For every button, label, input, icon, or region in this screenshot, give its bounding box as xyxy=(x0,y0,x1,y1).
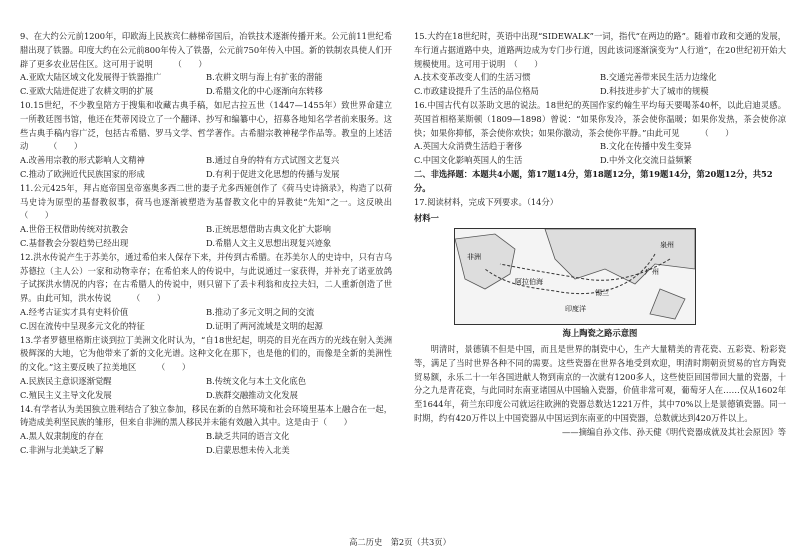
question-17-prompt: 17.阅读材料，完成下列要求。（14分） xyxy=(414,196,559,207)
answer-option: C.亚欧大陆进促进了农耕文明的扩展 xyxy=(20,86,154,97)
map-label: 非洲 xyxy=(467,253,481,262)
map-label: 泉州 xyxy=(660,241,674,250)
right-questions xyxy=(414,30,786,168)
answer-option: B.传统文化与本土文化底色 xyxy=(206,375,307,386)
question-stem: 11.公元425年，拜占庭帝国皇帝塞奥多西二世的妻子尤多西娅创作了《荷马史诗摘录》，构造了以荷马史诗为原型的基督教叙事，荷马也逐渐被塑造为基督教文化中的异教徒“先知”之一。这反映出 （ ） xyxy=(20,182,417,221)
answer-option: B.农耕文明与海上有扩张的潜能 xyxy=(206,72,323,83)
answer-option: B.推动了多元文明之间的交流 xyxy=(206,306,315,317)
answer-option: A.技术变革改变人们的生活习惯 xyxy=(414,72,531,83)
map-drawing xyxy=(455,229,695,324)
section-two-heading: 二、非选择题：本题共4小题，第17题14分，第18题12分，第19题14分，第20题12分，共52分。 xyxy=(414,168,773,193)
answer-option: D.族群交融推动文化发展 xyxy=(206,389,298,400)
material-one-text: 明清时，景德镇不但是中国，而且是世界的制瓷中心，生产大量精美的青花瓷、五彩瓷、粉彩瓷等，满足了当时世界各种不同的需要。这些瓷器在世界各地受到欢迎，明清时期朝贡贸易的官方陶瓷贸易额，永乐二十一年各国进献人物到南京的一次就有1200多人，这些使臣回国带回大量的瓷器，十分之九是青花瓷，与此同时东南亚诸国从中国输入瓷器，价值非常可观，葡萄牙人在……仅从1602年至1644年，荷兰东印度公司就运往欧洲的瓷器总数达1221万件，其中70%以上是景德镇瓷器。同一时期，约有420万件以上中国瓷器从中国运到东南亚的中国瓷器，总数就达到420万件以上。 xyxy=(414,343,786,423)
answer-option: D.证明了两河流域是文明的起源 xyxy=(206,320,323,331)
answer-option: A.经考古证实才具有史料价值 xyxy=(20,306,129,317)
question-options xyxy=(414,140,786,168)
answer-option: D.希腊人文主义思想出现复兴迹象 xyxy=(206,237,332,248)
question-options xyxy=(20,71,392,99)
answer-option: C.中国文化影响英国人的生活 xyxy=(414,155,523,166)
map-label: 锡兰 xyxy=(595,289,609,298)
question-options xyxy=(20,154,392,182)
question-stem: 13.学者罗德里格斯庄谈到拉丁美洲文化时认为，“自18世纪起，明亮的目光在西方的光线在射入美洲极辉深的大地，它为他带来了新的文化光谱。这种文化在那下，也是他的们的，而像是全新的美洲性的文化。”这主要反映了拉美地区 （ ） xyxy=(20,334,392,373)
answer-option: C.市政建设提升了生活的品位格局 xyxy=(414,86,539,97)
answer-option: B.文化在传播中发生变异 xyxy=(600,141,692,152)
answer-option: D.有利于促进文化思想的传播与发展 xyxy=(206,168,340,179)
answer-option: C.推动了欧洲近代民族国家的形成 xyxy=(20,168,145,179)
page-footer: 高二历史 第2页（共3页） xyxy=(349,537,451,547)
material-one-label: 材料一 xyxy=(414,213,439,224)
question-options xyxy=(20,375,392,403)
answer-option: D.中外文化交流日益频繁 xyxy=(600,155,692,166)
question-stem: 10.15世纪，不少教皇陪方于搜集和收藏古典手稿，如尼古拉五世（1447—1455年）致世界命建立一所教廷图书馆，他还在梵蒂冈设立了一个翻译、抄写和编纂中心，招募各地知名学者前来服务。这些古典手稿内容广泛，包括古希腊、罗马文学、哲学著作。古希腊宗教神秘学作品等。教皇的上述活动 （ ） xyxy=(20,99,392,152)
question-options xyxy=(20,306,392,334)
question-stem: 12.洪水传说产生于苏美尔，通过希伯来人保存下来，并传到古希腊。在苏美尔人的史诗中，只有吉乌苏德拉（主人公）一家和动物幸存；在希伯来人的传说中，与此说通过一家获得，并补充了诺亚放鸽子试探洪水情况的内容；在古希腊人的传说中，则只留下了丢卡利翁和皮拉夫妇，二人重新创造了世界。由此可知，洪水传说 （ ） xyxy=(20,251,392,304)
map-label: 印度洋 xyxy=(565,305,586,314)
question-stem: 14.有学者认为美国独立胜利结合了独立参加，移民在新的自然环境和社会环境里基本上融合在一起，铸造成美利坚民族的雏形，但来自非洲的黑人移民并未能有效融入其中。这是由于（ ） xyxy=(20,403,392,428)
answer-option: B.正统思想借助古典文化扩大影响 xyxy=(206,224,331,235)
answer-option: A.英国大众消费生活趋于奢侈 xyxy=(414,141,523,152)
africa-landmass xyxy=(455,234,515,289)
answer-option: B.通过自身的特有方式试图文艺复兴 xyxy=(206,155,340,166)
question-stem: 15.大约在18世纪时，英语中出现“SIDEWALK”一词，指代“在两边的路”。随着市政和交通的发展，车行道占据道路中央，道路两边成为专门步行道，因此该词逐渐演变为“人行道”，在20世纪初开始大规模使用。这可用于说明 （ ） xyxy=(414,31,786,69)
material-source: ——摘编自孙文伟、孙天健《明代瓷器成就及其社会原因》等 xyxy=(561,426,786,437)
map-caption: 海上陶瓷之路示意图 xyxy=(562,328,638,339)
question-stem: 16.中国古代有以茶助文思的说法。18世纪的英国作家约翰生平均每天要喝茶40杯，以此启迪灵感。英国首相格莱斯顿（1809—1898）曾说：“如果你发冷，茶会使你温暖；如果你发热，茶会使你凉快；如果你抑郁，茶会使你欢快；如果你激动，茶会使你平静。”由此可见 （ ） xyxy=(414,99,786,138)
question-options xyxy=(20,223,392,251)
answer-option: B.交通完善带来民生活力边缘化 xyxy=(600,72,717,83)
answer-option: A.亚欧大陆区域文化发展得于铁器推广 xyxy=(20,72,162,83)
question-options xyxy=(414,71,786,99)
answer-option: C.基督教会分裂趋势已经出现 xyxy=(20,237,129,248)
answer-option: A.黑人奴隶制度的存在 xyxy=(20,431,104,442)
answer-option: A.世俗王权借助传统对抗教会 xyxy=(20,224,129,235)
answer-option: D.科技进步扩大了城市的规模 xyxy=(600,86,709,97)
maritime-route-map xyxy=(454,228,696,325)
answer-option: A.民族民主意识逐渐觉醒 xyxy=(20,375,112,386)
answer-option: C.殖民主义主导文化发展 xyxy=(20,389,112,400)
answer-option: D.希腊文化的中心逐渐向东转移 xyxy=(206,86,323,97)
left-column xyxy=(20,30,417,458)
answer-option: A.改善用宗教的形式影响人文精神 xyxy=(20,155,145,166)
right-column xyxy=(414,30,786,440)
answer-option: B.缺乏共同的语言文化 xyxy=(206,431,290,442)
map-label: 阿拉伯海 xyxy=(515,278,543,287)
question-options xyxy=(20,430,392,458)
question-stem: 9、在大约公元前1200年，印欧海上民族宾仁赫梯帝国后，冶铁技术逐渐传播开来。公元前11世纪希腊出现了铁器。印度大约在公元前800年传入了铁器，公元前750年传入中国。新的铁制农具使人们开辟了更多农业居住区。这可用于说明 （ ） xyxy=(20,31,392,69)
southeast-islands xyxy=(650,289,685,319)
answer-option: C.因在流传中呈现多元文化的特征 xyxy=(20,320,145,331)
answer-option: C.非洲与北美缺乏了解 xyxy=(20,444,104,455)
answer-option: D.启蒙思想未传入北美 xyxy=(206,444,290,455)
map-label: 广州 xyxy=(645,268,659,277)
